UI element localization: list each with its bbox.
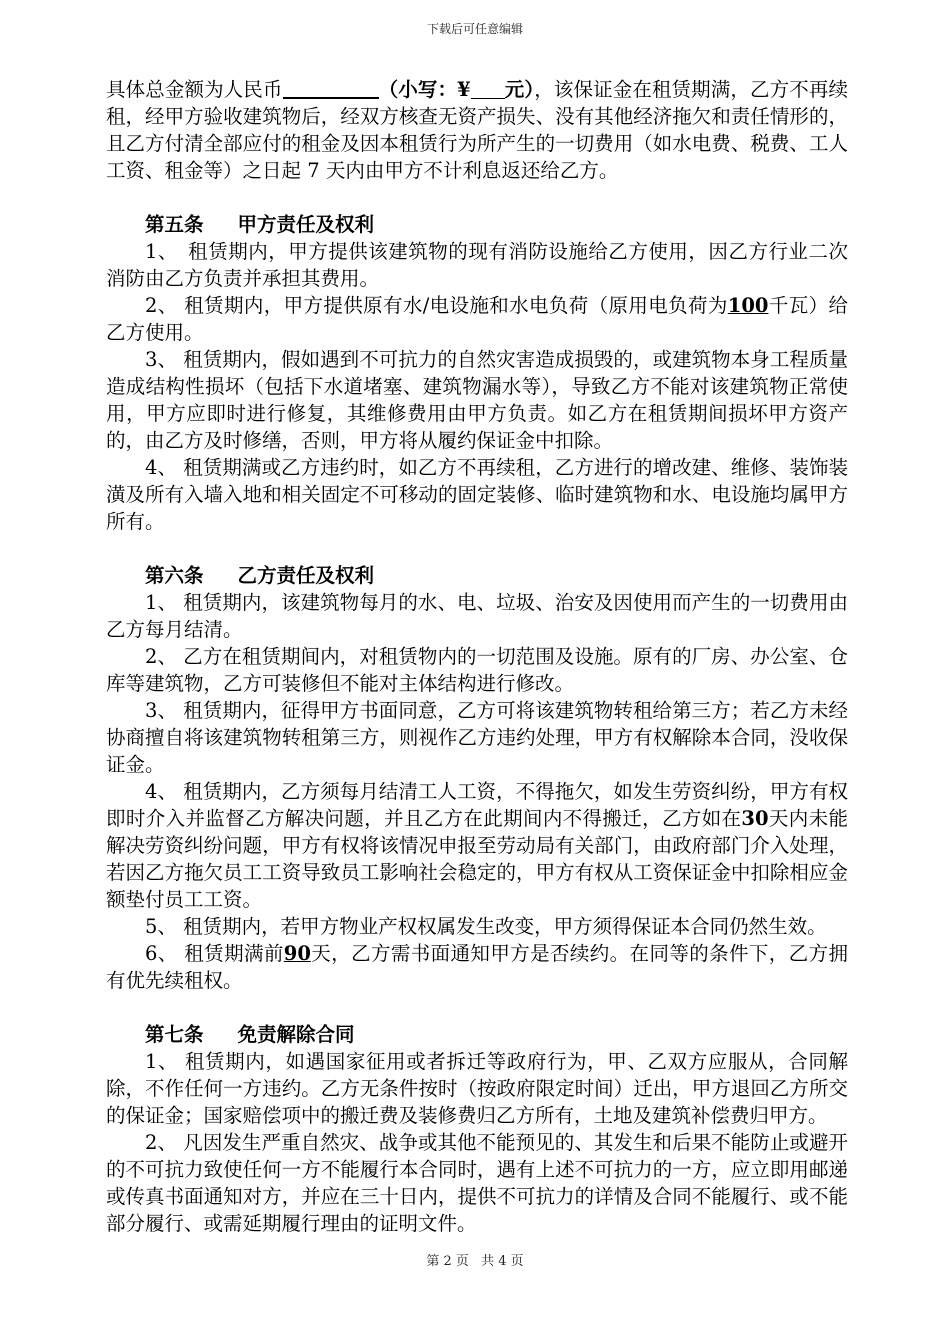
clause-text: 千瓦）给乙方使用。	[106, 294, 848, 344]
amount-blank	[283, 77, 379, 99]
contract-body	[106, 76, 848, 1237]
article-6-clause-3: 3、 租赁期内，征得甲方书面同意，乙方可将该建筑物转租给第三方；若乙方未经协商擅自将该建筑物转租第三方，则视作乙方违约处理，甲方有权解除本合同，没收保证金。	[106, 699, 848, 776]
article-5-title: 甲方责任及权利	[237, 213, 375, 236]
deposit-days: 7	[307, 159, 320, 182]
article-6-clause-2: 2、 乙方在租赁期间内，对租赁物内的一切范围及设施。原有的厂房、办公室、仓库等建筑物，乙方可装修但不能对主体结构进行修改。	[106, 645, 848, 695]
clause-text: 6、 租赁期满前	[145, 942, 284, 965]
article-6-clause-1: 1、 租赁期内，该建筑物每月的水、电、垃圾、治安及因使用而产生的一切费用由乙方每月结清。	[106, 591, 848, 641]
article-5-clause-3: 3、 租赁期内，假如遇到不可抗力的自然灾害造成损毁的，或建筑物本身工程质量造成结构性损坏（包括下水道堵塞、建筑物漏水等），导致乙方不能对该建筑物正常使用，甲方应即时进行修复，其维修费用由甲方负责。如乙方在租赁期间损坏甲方资产的，由乙方及时修缮，否则，甲方将从履约保证金中扣除。	[106, 348, 848, 452]
deposit-paragraph	[106, 76, 848, 184]
article-5-number: 第五条	[145, 213, 204, 236]
article-7-clause-2: 2、 凡因发生严重自然灾、战争或其他不能预见的、其发生和后果不能防止或避开的不可抗力致使任何一方不能履行本合同时，遇有上述不可抗力的一方，应立即用邮递或传真书面通知对方，并应在三十日内，提供不可抗力的详情及合同不能履行、或不能部分履行、或需延期履行理由的证明文件。	[106, 1131, 848, 1235]
clause-text: 2、 租赁期内，甲方提供原有水/电设施和水电负荷（原用电负荷为	[145, 294, 728, 317]
clause-text: 天内未能解决劳资纠纷问题，甲方有权将该情况申报至劳动局有关部门，由政府部门介入处理，若因乙方拖欠员工工资导致员工影响社会稳定的，甲方有权从工资保证金中扣除相应金额垫付员工工资。	[106, 807, 848, 911]
article-7-number: 第七条	[145, 1023, 204, 1046]
article-6-heading	[106, 562, 848, 589]
deposit-text-3: 天内由甲方不计利息返还给乙方。	[325, 159, 619, 182]
article-5-clause-2	[106, 292, 848, 346]
amount-lowercase-blank	[471, 78, 505, 99]
clause-text: 4、 租赁期内，乙方须每月结清工人工资，不得拖欠，如发生劳资纠纷，甲方有权即时介入并监督乙方解决问题，并且乙方在此期间内不得搬迁，乙方如在	[106, 780, 848, 830]
article-5-heading	[106, 211, 848, 238]
power-load-value: 100	[727, 294, 769, 317]
page-header: 下载后可任意编辑	[426, 22, 523, 36]
deposit-lowercase-label: （小写：¥	[378, 78, 471, 101]
deposit-unit: 元）	[504, 78, 535, 101]
article-6-title: 乙方责任及权利	[237, 564, 375, 587]
page-number: 第 2 页	[426, 1254, 469, 1269]
article-6-clause-4	[106, 778, 848, 913]
article-6-clause-6	[106, 940, 848, 994]
renewal-notice-days: 90	[283, 942, 311, 965]
article-7-title: 免责解除合同	[237, 1023, 355, 1046]
article-7-clause-1: 1、 租赁期内，如遇国家征用或者拆迁等政府行为，甲、乙双方应服从，合同解除，不作任何一方违约。乙方无条件按时（按政府限定时间）迁出，甲方退回乙方所交的保证金；国家赔偿项中的搬迁费及装修费归乙方所有，土地及建筑补偿费归甲方。	[106, 1050, 848, 1127]
article-6-clause-5: 5、 租赁期内，若甲方物业产权权属发生改变，甲方须得保证本合同仍然生效。	[145, 915, 827, 938]
article-6-number: 第六条	[145, 564, 204, 587]
article-7-heading	[106, 1021, 848, 1048]
labor-dispute-days: 30	[741, 807, 769, 830]
page-total: 共 4 页	[481, 1254, 524, 1269]
clause-text: 天，乙方需书面通知甲方是否续约。在同等的条件下，乙方拥有优先续租权。	[106, 942, 848, 992]
deposit-text-1: 具体总金额为人民币	[106, 78, 283, 101]
article-5-clause-4: 4、 租赁期满或乙方违约时，如乙方不再续租，乙方进行的增改建、维修、装饰装潢及所有入墙入地和相关固定不可移动的固定装修、临时建筑物和水、电设施均属甲方所有。	[106, 456, 848, 533]
article-5-clause-1: 1、 租赁期内，甲方提供该建筑物的现有消防设施给乙方使用，因乙方行业二次消防由乙方负责并承担其费用。	[106, 240, 848, 290]
page-footer	[0, 1250, 950, 1269]
deposit-text-2: ，该保证金在租赁期满，乙方不再续租，经甲方验收建筑物后，经双方核查无资产损失、没有其他经济拖欠和责任情形的，且乙方付清全部应付的租金及因本租赁行为所产生的一切费用（如水电费、税费、工人工资、租金等）之日起	[106, 78, 848, 182]
